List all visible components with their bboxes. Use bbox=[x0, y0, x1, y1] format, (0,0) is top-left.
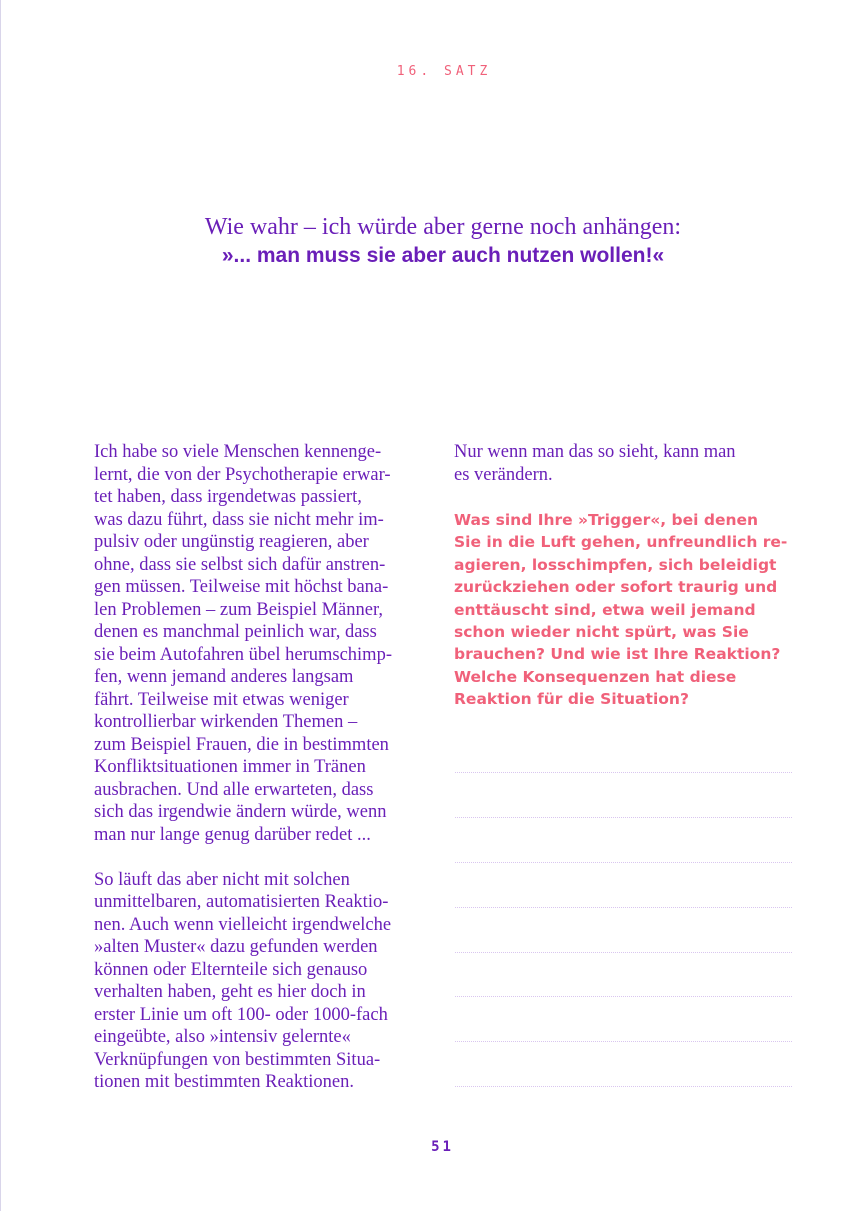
text-line: nen. Auch wenn vielleicht irgendwelche bbox=[94, 914, 392, 935]
page-edge-line bbox=[0, 0, 1, 1211]
text-line: erster Linie um oft 100- oder 1000-fach bbox=[94, 1004, 388, 1025]
text-line: denen es manchmal peinlich war, dass bbox=[94, 622, 377, 642]
text-line: eingeübte, also »intensiv gelernte« bbox=[94, 1027, 351, 1047]
paragraph-2 bbox=[94, 869, 439, 1094]
question-line: Reaktion für die Situation? bbox=[454, 690, 689, 709]
text-line: tionen mit bestimmten Reaktionen. bbox=[94, 1072, 354, 1092]
question-line: zurückziehen oder sofort traurig und bbox=[454, 578, 778, 597]
text-line: sich das irgendwie ändern würde, wenn bbox=[94, 802, 387, 822]
chapter-label: 16. SATZ bbox=[396, 64, 492, 79]
paragraph-spacer bbox=[94, 846, 439, 869]
heading-line-2: »... man muss sie aber auch nutzen wollen!« bbox=[221, 244, 665, 267]
text-line: Konfliktsituationen immer in Tränen bbox=[94, 757, 366, 777]
question-line: Sie in die Luft gehen, unfreundlich re- bbox=[454, 533, 788, 552]
question-line: schon wieder nicht spürt, was Sie bbox=[454, 622, 749, 641]
text-line: len Problemen – zum Beispiel Männer, bbox=[94, 599, 384, 620]
text-line: So läuft das aber nicht mit solchen bbox=[94, 869, 350, 890]
answer-line[interactable] bbox=[455, 952, 792, 953]
answer-line[interactable] bbox=[455, 1086, 792, 1087]
text-line: Nur wenn man das so sieht, kann man bbox=[454, 442, 736, 462]
question-line: Was sind Ihre »Trigger«, bei denen bbox=[454, 511, 759, 529]
question-line: agieren, losschimpfen, sich beleidigt bbox=[454, 555, 777, 574]
text-line: was dazu führt, dass sie nicht mehr im- bbox=[94, 509, 384, 530]
text-line: sie beim Autofahren übel herumschimp- bbox=[94, 644, 392, 665]
text-line: Ich habe so viele Menschen kennenge- bbox=[94, 442, 382, 462]
text-line: gen müssen. Teilweise mit höchst bana- bbox=[94, 577, 389, 597]
answer-line[interactable] bbox=[455, 996, 792, 997]
left-text-column bbox=[94, 441, 439, 1094]
text-line: verhalten haben, geht es hier doch in bbox=[94, 982, 366, 1002]
question-line: Welche Konsequenzen hat diese bbox=[454, 667, 737, 686]
answer-line[interactable] bbox=[455, 1041, 792, 1042]
paragraph-1 bbox=[94, 441, 439, 846]
answer-line[interactable] bbox=[455, 862, 792, 863]
text-line: fen, wenn jemand anderes langsam bbox=[94, 667, 354, 687]
answer-line[interactable] bbox=[455, 772, 792, 773]
text-line: ausbrachen. Und alle erwarteten, dass bbox=[94, 779, 374, 800]
page-number: 51 bbox=[431, 1139, 454, 1155]
text-line: unmittelbaren, automatisierten Reaktio- bbox=[94, 892, 389, 912]
text-line: man nur lange genug darüber redet ... bbox=[94, 824, 371, 845]
text-line: Verknüpfungen von bestimmten Situa- bbox=[94, 1049, 381, 1070]
answer-line[interactable] bbox=[455, 817, 792, 818]
text-line: können oder Elternteile sich genauso bbox=[94, 959, 368, 980]
heading-line-1: Wie wahr – ich würde aber gerne noch anhängen: bbox=[204, 214, 682, 240]
reflection-question bbox=[454, 509, 794, 711]
question-line: enttäuscht sind, etwa weil jemand bbox=[454, 600, 756, 619]
page-heading bbox=[0, 212, 857, 270]
text-line: pulsiv oder ungünstig reagieren, aber bbox=[94, 532, 369, 552]
text-line: ohne, dass sie selbst sich dafür anstren- bbox=[94, 554, 386, 575]
text-line: fährt. Teilweise mit etwas weniger bbox=[94, 689, 349, 710]
text-line: lernt, die von der Psychotherapie erwar- bbox=[94, 464, 391, 485]
text-line: kontrollierbar wirkenden Themen – bbox=[94, 712, 358, 732]
right-intro-text bbox=[454, 441, 794, 486]
text-line: tet haben, dass irgendetwas passiert, bbox=[94, 487, 362, 507]
text-line: es verändern. bbox=[454, 464, 553, 485]
text-line: »alten Muster« dazu gefunden werden bbox=[94, 937, 378, 957]
answer-line[interactable] bbox=[455, 907, 792, 908]
question-line: brauchen? Und wie ist Ihre Reaktion? bbox=[454, 645, 781, 664]
text-line: zum Beispiel Frauen, die in bestimmten bbox=[94, 734, 389, 755]
